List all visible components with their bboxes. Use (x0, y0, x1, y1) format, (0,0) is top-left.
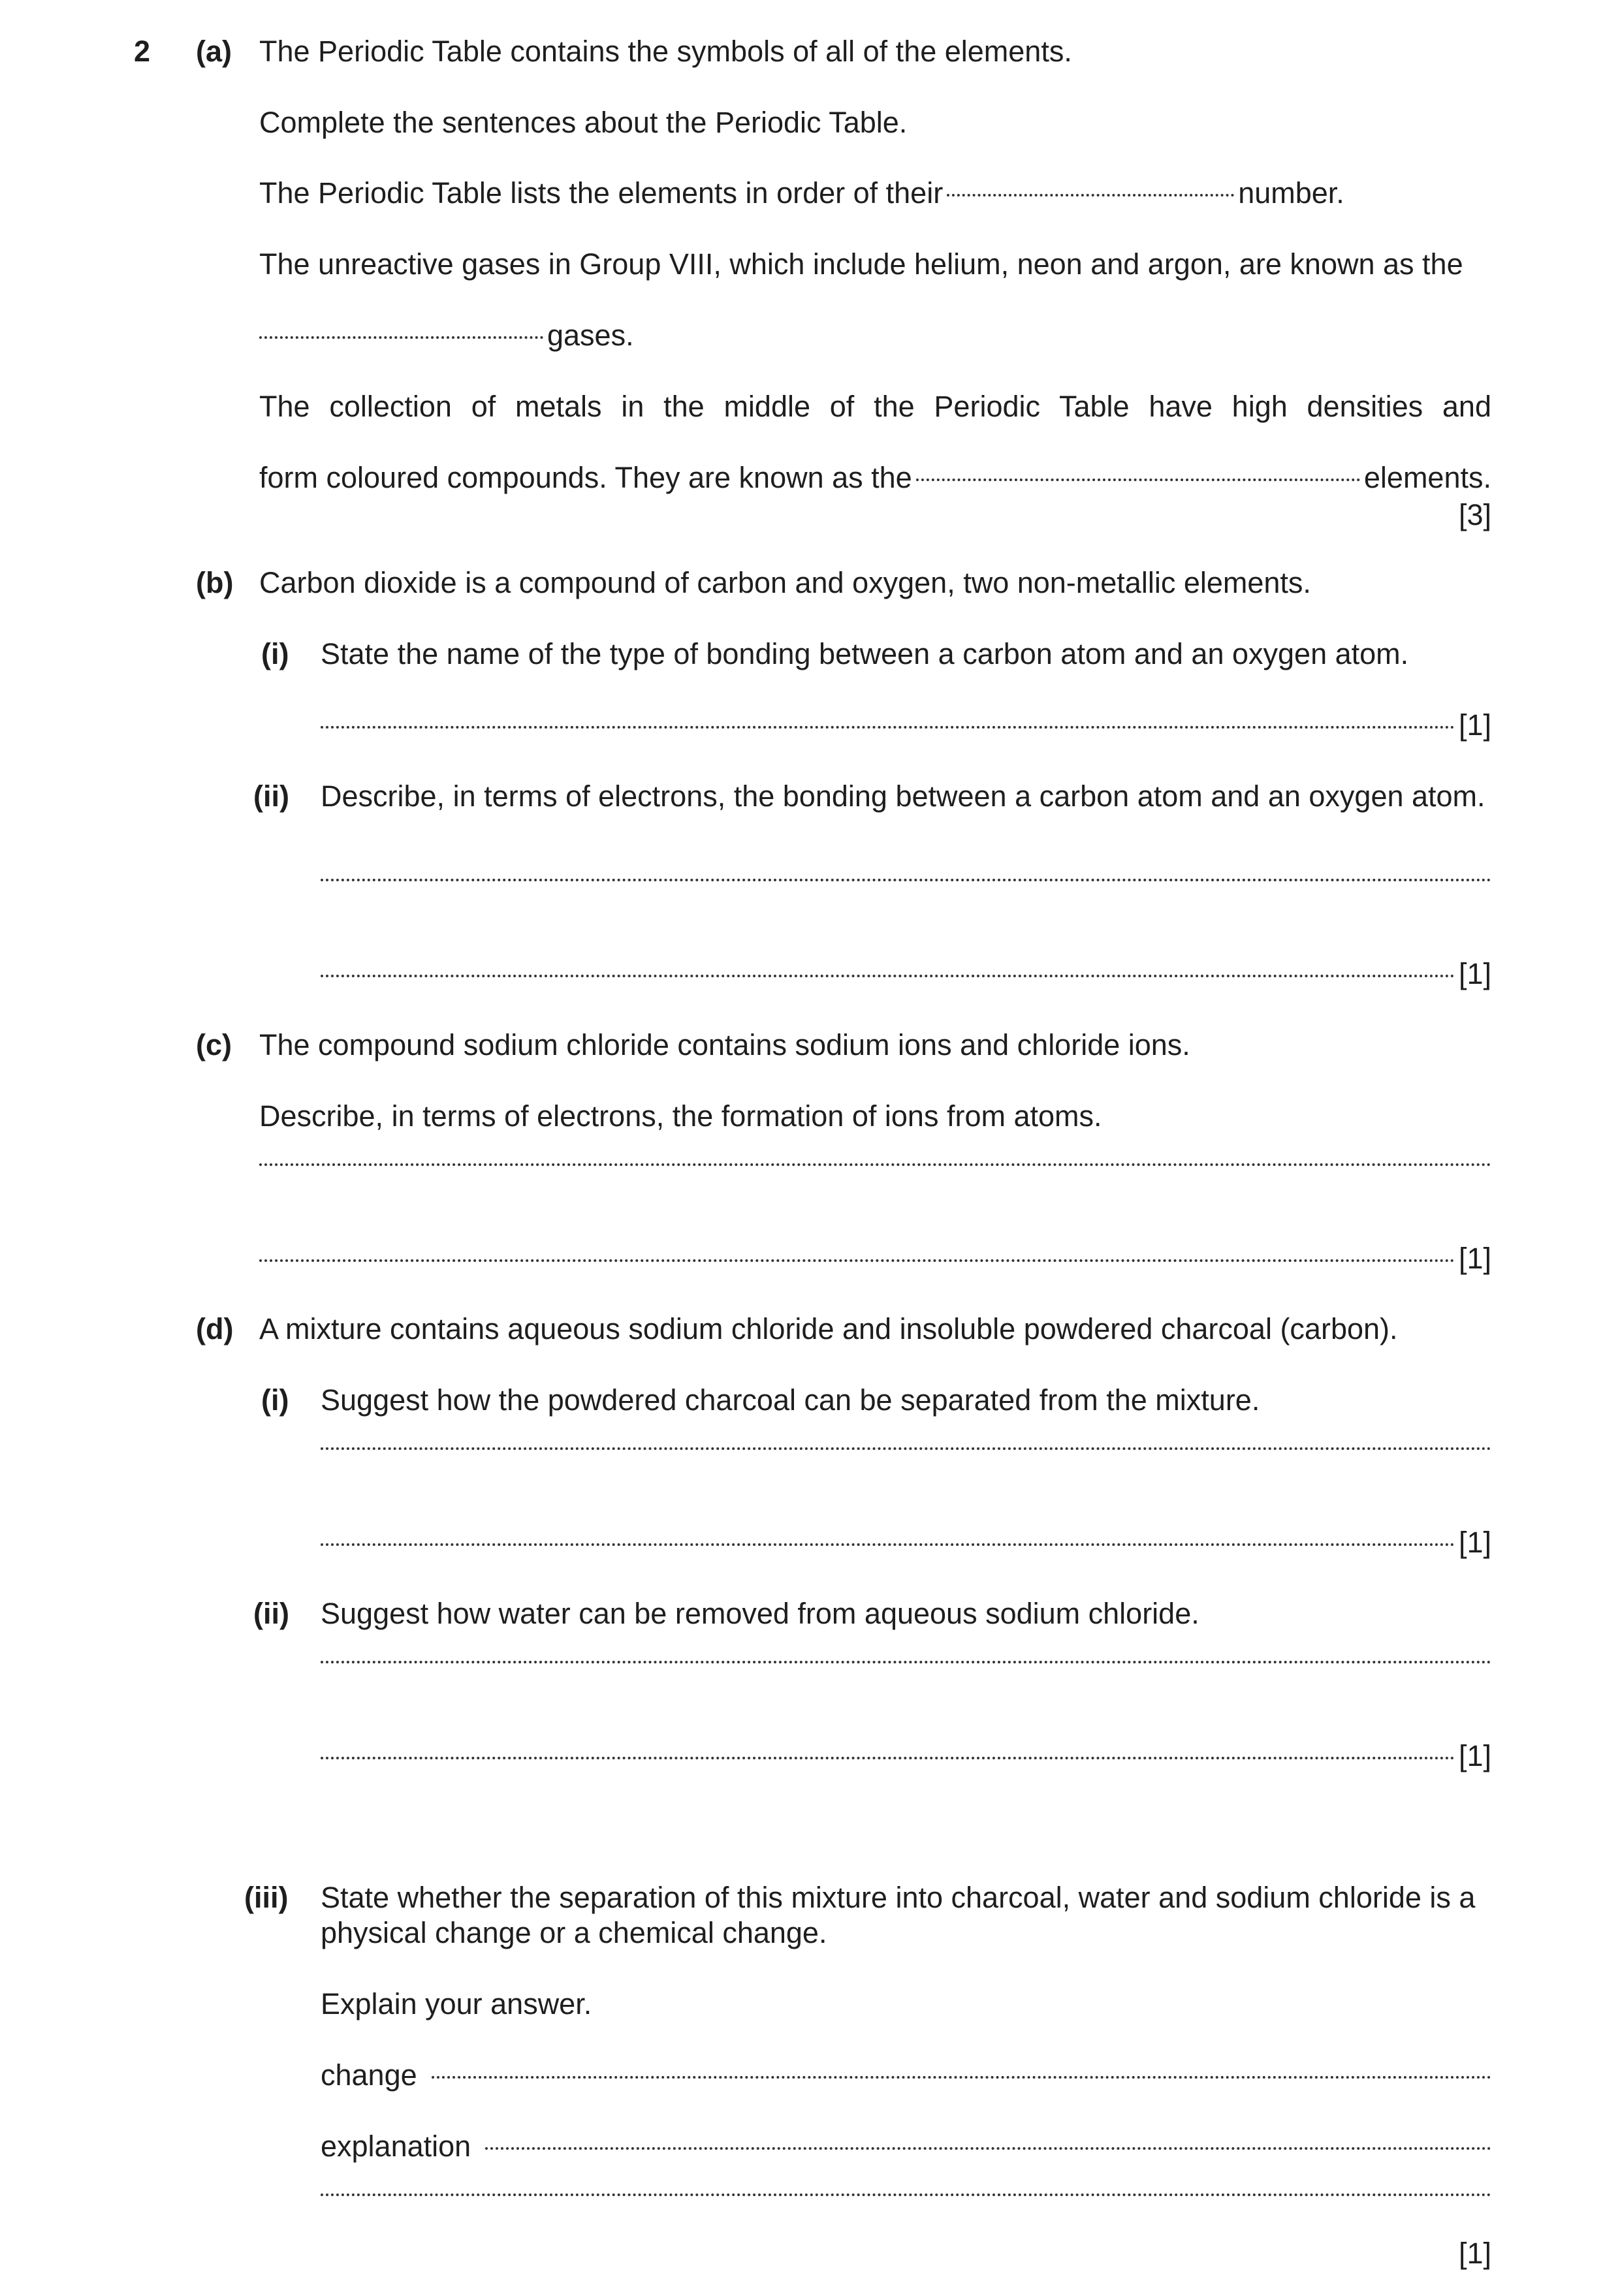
part-b-ii-label: (ii) (253, 779, 289, 813)
part-d-i-answer-line-2[interactable] (321, 1525, 1491, 1560)
part-c-answer-line-2[interactable] (259, 1241, 1491, 1276)
change-label: change (321, 2058, 417, 2092)
part-d-iii-change-line[interactable] (321, 2058, 1491, 2093)
blank-order-number[interactable] (947, 194, 1234, 197)
part-a-intro: The Periodic Table contains the symbols of all of the elements. (259, 35, 1072, 68)
explanation-label: explanation (321, 2130, 471, 2163)
part-a-sentence-1: The Periodic Table lists the elements in order of their number. (259, 176, 1344, 210)
part-d-i-text: Suggest how the powdered charcoal can be separated from the mixture. (321, 1383, 1260, 1417)
part-a-sentence-3-line-2: form coloured compounds. They are known as the elements. (259, 461, 1491, 494)
part-b-ii-answer-line-1[interactable] (321, 885, 1491, 920)
part-d-iii-label: (iii) (244, 1881, 289, 1914)
part-d-i-marks: [1] (1458, 1526, 1491, 1559)
part-a-sentence-2-line-1: The unreactive gases in Group VIII, which include helium, neon and argon, are known as the (259, 247, 1463, 281)
part-d-iii-instruction: Explain your answer. (321, 1987, 592, 2021)
part-a-label: (a) (196, 35, 232, 68)
part-a-sentence-2-line-2: gases. (259, 318, 716, 353)
part-d-iii-marks: [1] (1458, 2237, 1491, 2270)
part-a-marks: [3] (1458, 498, 1491, 531)
blank-noble-gases[interactable] (259, 336, 543, 339)
part-a-sentence-3-line-1: The collection of metals in the middle of the Periodic Table have high densities and (259, 390, 1491, 423)
part-d-ii-marks: [1] (1458, 1739, 1491, 1772)
part-d-label: (d) (196, 1312, 234, 1345)
part-d-iii-explanation-line[interactable] (321, 2129, 1491, 2164)
part-c-answer-line-1[interactable] (259, 1170, 1491, 1205)
part-d-i-answer-line-1[interactable] (321, 1454, 1491, 1489)
part-d-i-label: (i) (261, 1383, 289, 1417)
part-c-intro: The compound sodium chloride contains sodium ions and chloride ions. (259, 1028, 1190, 1062)
part-b-i-text: State the name of the type of bonding between a carbon atom and an oxygen atom. (321, 637, 1409, 670)
part-b-i-answer-line[interactable] (321, 708, 1491, 743)
part-b-ii-answer-line-2[interactable] (321, 956, 1491, 992)
part-d-ii-answer-line-1[interactable] (321, 1667, 1491, 1703)
part-b-i-label: (i) (261, 637, 289, 670)
part-d-intro: A mixture contains aqueous sodium chloride and insoluble powdered charcoal (carbon). (259, 1312, 1398, 1345)
part-c-marks: [1] (1458, 1242, 1491, 1275)
part-b-intro: Carbon dioxide is a compound of carbon and oxygen, two non-metallic elements. (259, 566, 1311, 599)
blank-transition-elements[interactable] (916, 479, 1360, 481)
part-d-iii-answer-line-3[interactable] (321, 2200, 1491, 2235)
part-b-ii-marks: [1] (1458, 957, 1491, 990)
question-number: 2 (134, 35, 151, 68)
part-b-i-marks: [1] (1458, 708, 1491, 742)
part-b-ii-text: Describe, in terms of electrons, the bonding between a carbon atom and an oxygen atom. (321, 779, 1485, 813)
part-d-ii-answer-line-2[interactable] (321, 1738, 1491, 1774)
part-c-label: (c) (196, 1028, 232, 1062)
part-a-instruction: Complete the sentences about the Periodic Table. (259, 106, 908, 139)
part-c-instruction: Describe, in terms of electrons, the formation of ions from atoms. (259, 1099, 1102, 1133)
part-d-ii-text: Suggest how water can be removed from aqueous sodium chloride. (321, 1597, 1199, 1630)
part-d-ii-label: (ii) (253, 1597, 289, 1630)
part-d-iii-text: State whether the separation of this mixture into charcoal, water and sodium chloride is a physical change or a chemical change. (321, 1881, 1476, 1949)
part-b-label: (b) (196, 566, 234, 599)
